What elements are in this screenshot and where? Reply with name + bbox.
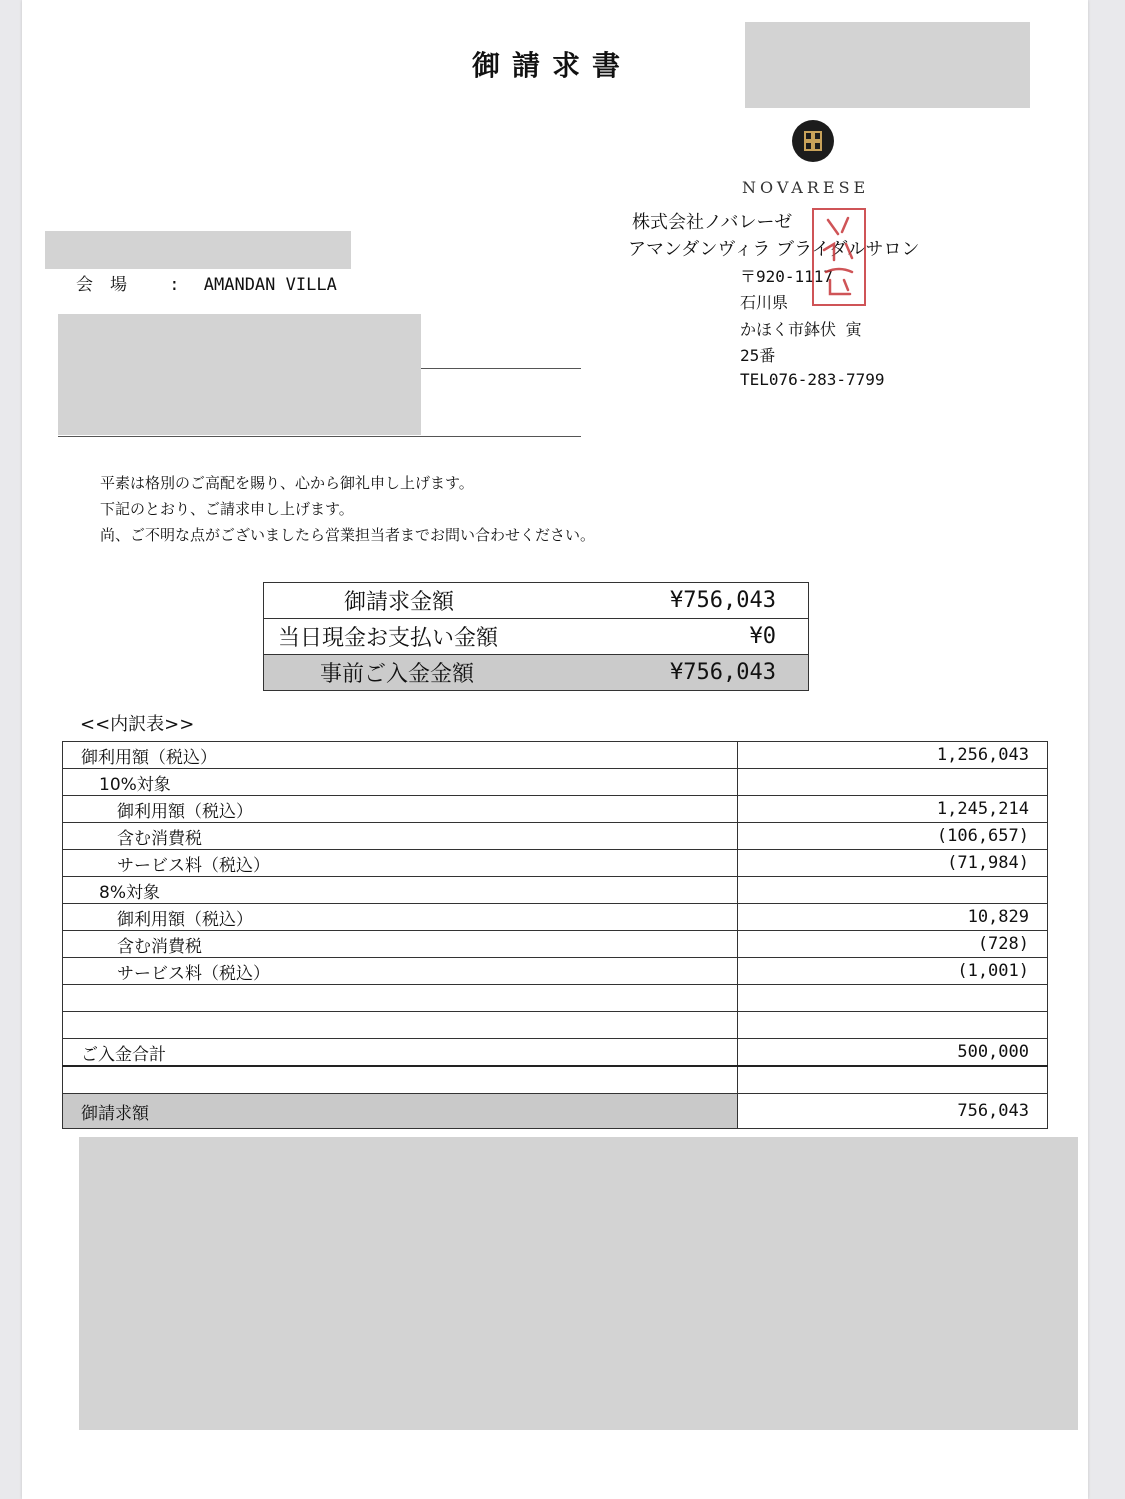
table-row [63,796,1048,823]
issuer-city: かほく市鉢伏 寅 [740,320,862,339]
row-value [738,769,1048,796]
redacted-block-customer [58,314,421,435]
row-value: (728) [738,931,1048,958]
row-label: サービス料（税込） [63,958,738,985]
row-label [63,985,738,1012]
table-row [63,904,1048,931]
row-label: 8%対象 [63,877,738,904]
table-row [63,931,1048,958]
table-row [63,850,1048,877]
issuer-tel: TEL076-283-7799 [740,370,885,389]
issuer-company: 株式会社ノバレーゼ [632,212,793,233]
row-label: サービス料（税込） [63,850,738,877]
table-row [63,985,1048,1012]
table-row [63,1012,1048,1039]
summary-row-billing [264,583,809,619]
issuer-branch: アマンダンヴィラ ブライダルサロン [628,239,920,260]
row-label [63,1066,738,1094]
table-row-total [63,1094,1048,1129]
breakdown-heading: <<内訳表>> [80,714,195,735]
novarese-logo-icon [792,120,834,162]
greeting-text [100,470,595,548]
row-value: 500,000 [738,1039,1048,1067]
venue-separator: : [169,275,180,295]
row-value [738,985,1048,1012]
row-value [738,877,1048,904]
issuer-postal: 〒920-1117 [740,267,834,286]
row-value [738,1066,1048,1094]
summary-label: 御請求金額 [264,583,611,619]
breakdown-table [62,741,1048,1129]
row-value: (106,657) [738,823,1048,850]
venue-value: AMANDAN VILLA [203,275,337,295]
row-label: 10%対象 [63,769,738,796]
redacted-block-recipient [45,231,351,269]
greeting-line-1: 平素は格別のご高配を賜り、心から御礼申し上げます。 [100,474,474,492]
venue-label: 会 場 [76,275,127,295]
table-row [63,877,1048,904]
company-seal-stamp [812,208,866,306]
row-value: 1,256,043 [738,742,1048,769]
table-row [63,823,1048,850]
summary-label: 当日現金お支払い金額 [264,619,611,655]
row-label: 御利用額（税込） [63,742,738,769]
redacted-block-bottom [79,1137,1078,1430]
summary-amount: ¥756,043 [610,583,808,619]
row-value: (71,984) [738,850,1048,877]
venue-line [76,270,337,295]
table-row [63,1039,1048,1067]
row-value: 756,043 [738,1094,1048,1129]
table-row [63,1066,1048,1094]
table-row [63,769,1048,796]
row-value: 10,829 [738,904,1048,931]
row-value: (1,001) [738,958,1048,985]
row-label: 御請求額 [63,1094,738,1129]
row-label: 含む消費税 [63,931,738,958]
row-label: ご入金合計 [63,1039,738,1067]
row-label [63,1012,738,1039]
greeting-line-3: 尚、ご不明な点がございましたら営業担当者までお問い合わせください。 [100,526,596,544]
row-value: 1,245,214 [738,796,1048,823]
table-row [63,958,1048,985]
summary-amount: ¥756,043 [610,655,808,691]
row-value [738,1012,1048,1039]
issuer-prefecture: 石川県 [740,293,789,312]
customer-underline-2 [58,436,581,437]
row-label: 含む消費税 [63,823,738,850]
greeting-line-2: 下記のとおり、ご請求申し上げます。 [100,500,354,518]
table-row [63,742,1048,769]
summary-row-prepaid [264,655,809,691]
row-label: 御利用額（税込） [63,796,738,823]
issuer-block: 25番 [740,346,776,365]
redacted-block-top [745,22,1030,108]
summary-row-cash [264,619,809,655]
document-title: 御請求書 [471,49,632,82]
summary-amount: ¥0 [610,619,808,655]
summary-label: 事前ご入金金額 [264,655,611,691]
customer-underline-1 [421,368,581,369]
row-label: 御利用額（税込） [63,904,738,931]
summary-table [263,582,809,691]
logo-wordmark: NOVARESE [742,178,870,197]
